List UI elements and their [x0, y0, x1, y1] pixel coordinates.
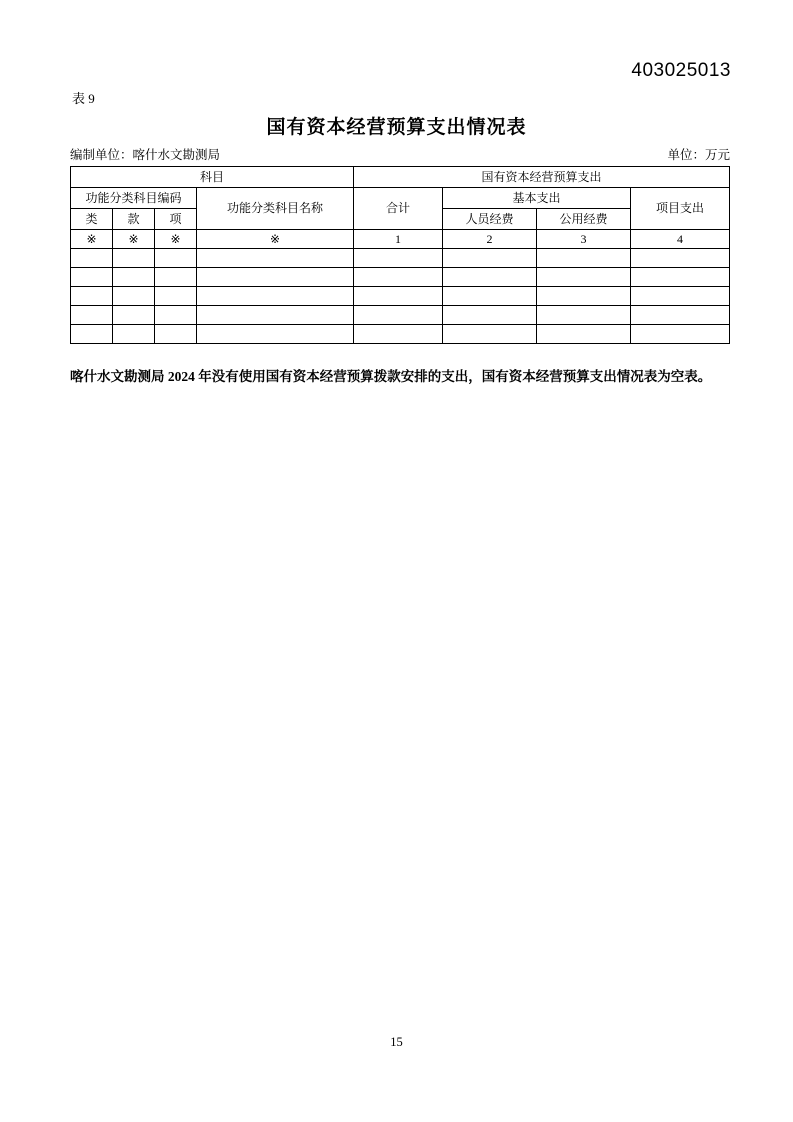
- cell-lei: [71, 287, 113, 306]
- cell-total: [354, 249, 443, 268]
- cell-project: [631, 268, 730, 287]
- cell-name: [197, 287, 354, 306]
- header-expenditure-group: 国有资本经营预算支出: [354, 167, 730, 188]
- table-header-row-1: [71, 167, 730, 188]
- cell-name: [197, 306, 354, 325]
- cell-kuan: [113, 268, 155, 287]
- cell-public: [537, 249, 631, 268]
- cell-personnel: [443, 306, 537, 325]
- cell-kuan: [113, 325, 155, 344]
- cell-public: [537, 268, 631, 287]
- column-number-total: 1: [354, 230, 443, 249]
- cell-project: [631, 287, 730, 306]
- table-note-text: 喀什水文勘测局 2024 年没有使用国有资本经营预算拨款安排的支出，国有资本经营预算支出情况表为空表。: [70, 369, 712, 384]
- column-number-personnel: 2: [443, 230, 537, 249]
- table-row: [71, 287, 730, 306]
- header-functional-name: 功能分类科目名称: [197, 188, 354, 230]
- header-project-expenditure: 项目支出: [631, 188, 730, 230]
- table-row: [71, 249, 730, 268]
- marker-xiang: ※: [155, 230, 197, 249]
- cell-name: [197, 268, 354, 287]
- cell-total: [354, 268, 443, 287]
- column-number-project: 4: [631, 230, 730, 249]
- page-number: 15: [390, 1035, 403, 1049]
- cell-kuan: [113, 287, 155, 306]
- sheet-label: 表 9: [72, 91, 95, 106]
- document-number: 403025013: [631, 60, 731, 81]
- cell-project: [631, 249, 730, 268]
- cell-kuan: [113, 306, 155, 325]
- table-row: [71, 268, 730, 287]
- header-functional-code: 功能分类科目编码: [71, 188, 197, 209]
- header-code-xiang: 项: [155, 209, 197, 230]
- budget-table-wrapper: [70, 166, 729, 344]
- cell-public: [537, 306, 631, 325]
- cell-total: [354, 325, 443, 344]
- cell-xiang: [155, 325, 197, 344]
- table-row: [71, 325, 730, 344]
- header-personnel-funds: 人员经费: [443, 209, 537, 230]
- header-public-funds: 公用经费: [537, 209, 631, 230]
- cell-lei: [71, 306, 113, 325]
- cell-xiang: [155, 268, 197, 287]
- header-basic-expenditure: 基本支出: [443, 188, 631, 209]
- meta-row: [70, 145, 730, 163]
- cell-personnel: [443, 325, 537, 344]
- header-total: 合计: [354, 188, 443, 230]
- column-number-public: 3: [537, 230, 631, 249]
- cell-personnel: [443, 249, 537, 268]
- cell-name: [197, 249, 354, 268]
- cell-total: [354, 287, 443, 306]
- table-marker-row: [71, 230, 730, 249]
- budget-table: [70, 166, 730, 344]
- cell-xiang: [155, 249, 197, 268]
- table-header-row-2: [71, 188, 730, 209]
- header-code-kuan: 款: [113, 209, 155, 230]
- cell-name: [197, 325, 354, 344]
- cell-project: [631, 306, 730, 325]
- table-row: [71, 306, 730, 325]
- page-title: 国有资本经营预算支出情况表: [266, 117, 527, 138]
- cell-xiang: [155, 287, 197, 306]
- cell-xiang: [155, 306, 197, 325]
- header-subject-group: 科目: [71, 167, 354, 188]
- cell-personnel: [443, 268, 537, 287]
- cell-lei: [71, 268, 113, 287]
- marker-name: ※: [197, 230, 354, 249]
- cell-personnel: [443, 287, 537, 306]
- prepared-by-label: 编制单位：喀什水文勘测局: [70, 148, 221, 162]
- cell-total: [354, 306, 443, 325]
- header-code-lei: 类: [71, 209, 113, 230]
- marker-kuan: ※: [113, 230, 155, 249]
- cell-project: [631, 325, 730, 344]
- marker-lei: ※: [71, 230, 113, 249]
- unit-label: 单位：万元: [667, 148, 730, 162]
- cell-lei: [71, 325, 113, 344]
- cell-public: [537, 287, 631, 306]
- table-note: [70, 366, 729, 388]
- cell-lei: [71, 249, 113, 268]
- cell-kuan: [113, 249, 155, 268]
- cell-public: [537, 325, 631, 344]
